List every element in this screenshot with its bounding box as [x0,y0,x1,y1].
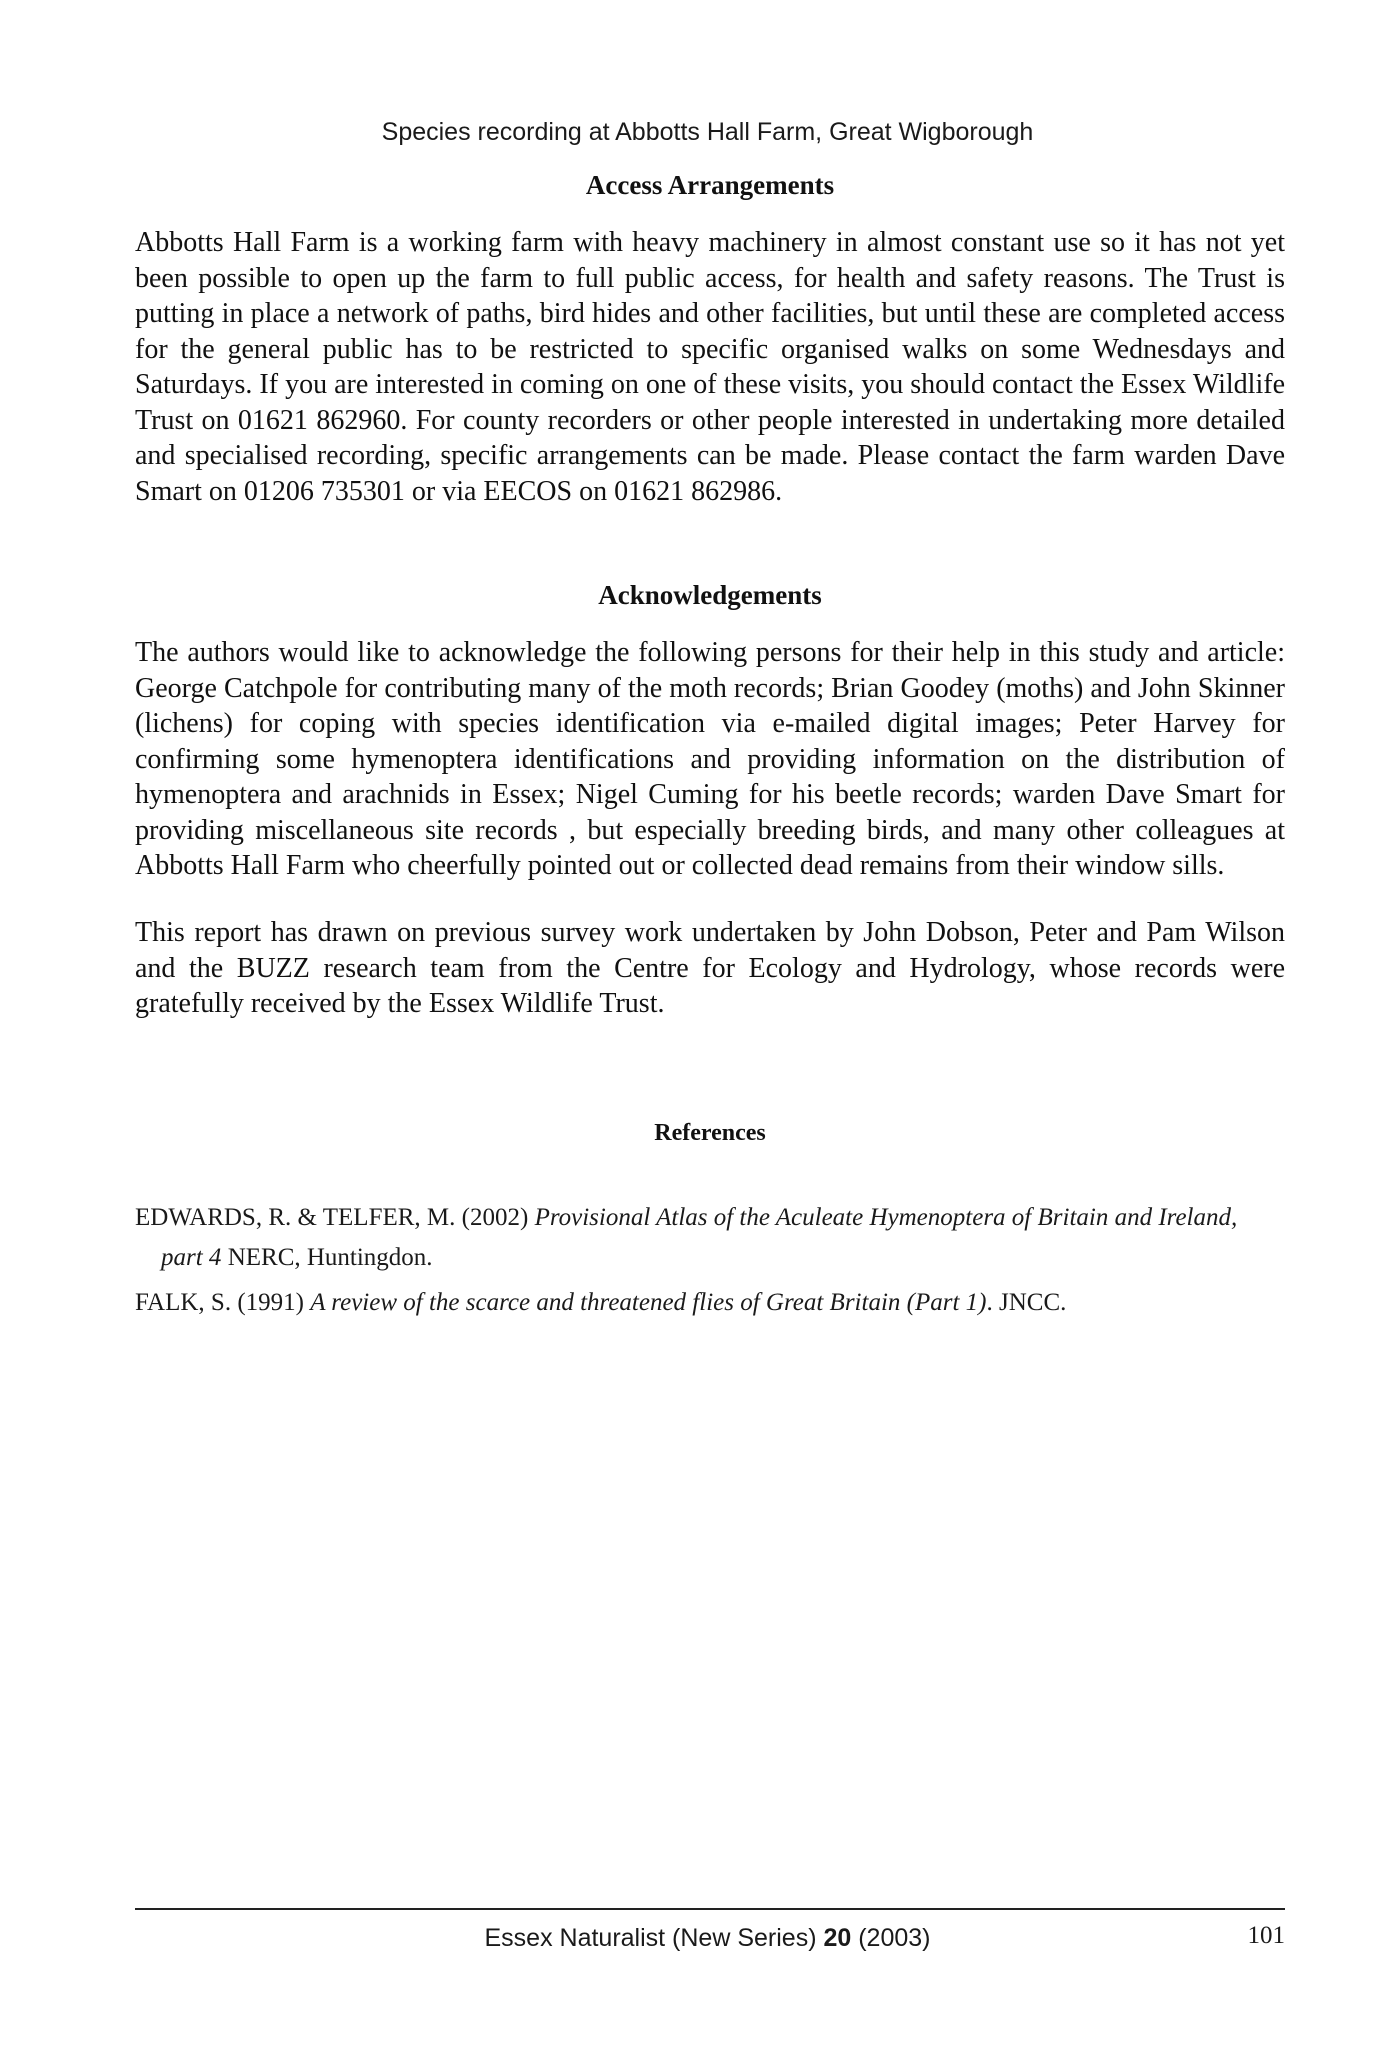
reference-item [135,1283,1285,1323]
footer-volume: 20 [823,1924,852,1952]
reference-item [135,1198,1285,1278]
reference-title: Provisional Atlas of the Aculeate Hymenoptera of Britain and Ireland, part 4 [161,1204,1238,1271]
acknowledgements-heading: Acknowledgements [598,580,822,610]
footer-journal-name: Essex Naturalist (New Series) [484,1924,824,1952]
reference-authors: EDWARDS, R. & TELFER, M. (2002) [135,1204,535,1231]
footer-rule [135,1908,1285,1910]
access-arrangements-heading: Access Arrangements [585,170,835,200]
reference-publisher: NERC, Huntingdon. [221,1244,433,1271]
reference-publisher: . JNCC. [986,1289,1067,1316]
access-arrangements-body: Abbotts Hall Farm is a working farm with heavy machinery in almost constant use so it has not yet been possible to open up the farm to full public access, for health and safety reasons. The Trust is putting in place a network of paths, bird hides and other facilities, but until these are completed access for the general public has to be restricted to specific organised walks on some Wednesdays and Saturdays. If you are interested in coming on one of these visits, you should contact the Essex Wildlife Trust on 01621 862960. For county recorders or other people interested in undertaking more detailed and specialised recording, specific arrangements can be made. Please contact the farm warden Dave Smart on 01206 735301 or via EECOS on 01621 862986. [135,227,1285,507]
footer-journal-citation [0,1924,1400,1953]
page-number: 101 [1247,1922,1285,1949]
reference-authors: FALK, S. (1991) [135,1289,311,1316]
running-head: Species recording at Abbotts Hall Farm, Great Wigborough [381,118,1034,146]
acknowledgements-paragraph-1: The authors would like to acknowledge the following persons for their help in this study and article: George Catchpole for contributing many of the moth records; Brian Goodey (moths) and John Skinner (lichens) for coping with species identification via e-mailed digital images; Peter Harvey for confirming some hymenoptera identifications and providing information on the distribution of hymenoptera and arachnids in Essex; Nigel Cuming for his beetle records; warden Dave Smart for providing miscellaneous site records , but especially breeding birds, and many other colleagues at Abbotts Hall Farm who cheerfully pointed out or collected dead remains from their window sills. [135,637,1285,881]
references-heading: References [654,1120,766,1146]
reference-title: A review of the scarce and threatened flies of Great Britain (Part 1) [310,1289,987,1316]
acknowledgements-paragraph-2: This report has drawn on previous survey work undertaken by John Dobson, Peter and Pam Wilson and the BUZZ research team from the Centre for Ecology and Hydrology, whose records were gratefully received by the Essex Wildlife Trust. [135,917,1285,1019]
footer-year: (2003) [851,1924,931,1952]
